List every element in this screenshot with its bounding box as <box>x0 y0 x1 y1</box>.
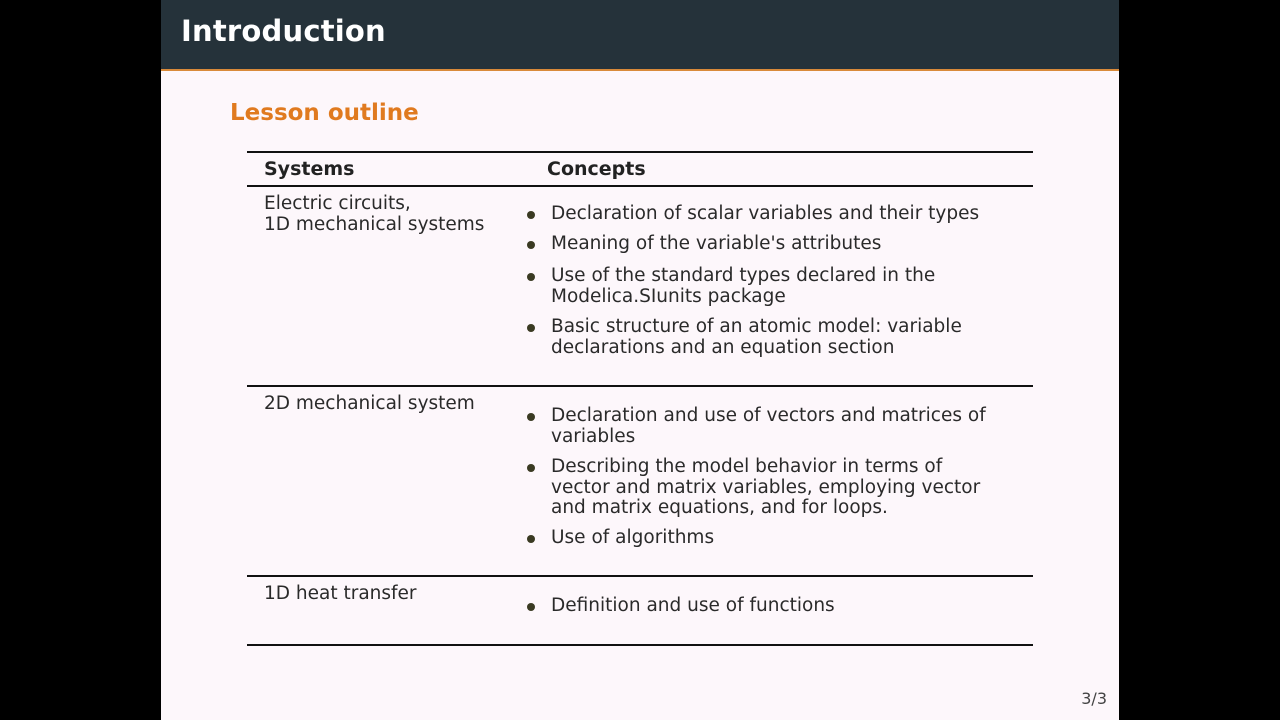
row-1-concept-1: Declaration of scalar variables and their types <box>551 204 1021 225</box>
row-1-concept-4: Basic structure of an atomic model: variable declarations and an equation section <box>551 317 991 358</box>
bullet-dot <box>527 535 535 543</box>
frame-title-bar <box>161 0 1119 71</box>
row-2-concept-3: Use of algorithms <box>551 528 1021 549</box>
bullet-dot <box>527 211 535 219</box>
header-concepts: Concepts <box>547 158 646 180</box>
row-1-concept-3: Use of the standard types declared in the Modelica.SIunits package <box>551 266 951 307</box>
slide <box>161 0 1119 720</box>
row-2-concept-1: Declaration and use of vectors and matrices of variables <box>551 406 1001 447</box>
header-systems: Systems <box>264 158 355 180</box>
bullet-dot <box>527 241 535 249</box>
table-top-rule <box>247 151 1033 153</box>
page-number: 3/3 <box>1081 689 1107 708</box>
bullet-dot <box>527 464 535 472</box>
row-2-concept-2: Describing the model behavior in terms of vector and matrix variables, employing vector and matrix equations, and for loops. <box>551 457 1001 519</box>
table-bottom-rule <box>247 644 1033 646</box>
row-1-system: Electric circuits, 1D mechanical systems <box>264 193 485 235</box>
bullet-dot <box>527 273 535 281</box>
frame-title: Introduction <box>181 14 386 48</box>
bullet-dot <box>527 413 535 421</box>
row-rule-1 <box>247 385 1033 387</box>
bullet-dot <box>527 603 535 611</box>
row-rule-2 <box>247 575 1033 577</box>
row-3-system: 1D heat transfer <box>264 583 417 604</box>
row-1-concept-2: Meaning of the variable's attributes <box>551 234 1021 255</box>
bullet-dot <box>527 324 535 332</box>
header-rule <box>247 185 1033 187</box>
row-2-system: 2D mechanical system <box>264 393 475 414</box>
row-3-concept-1: Definition and use of functions <box>551 596 1021 617</box>
section-title: Lesson outline <box>230 100 419 126</box>
